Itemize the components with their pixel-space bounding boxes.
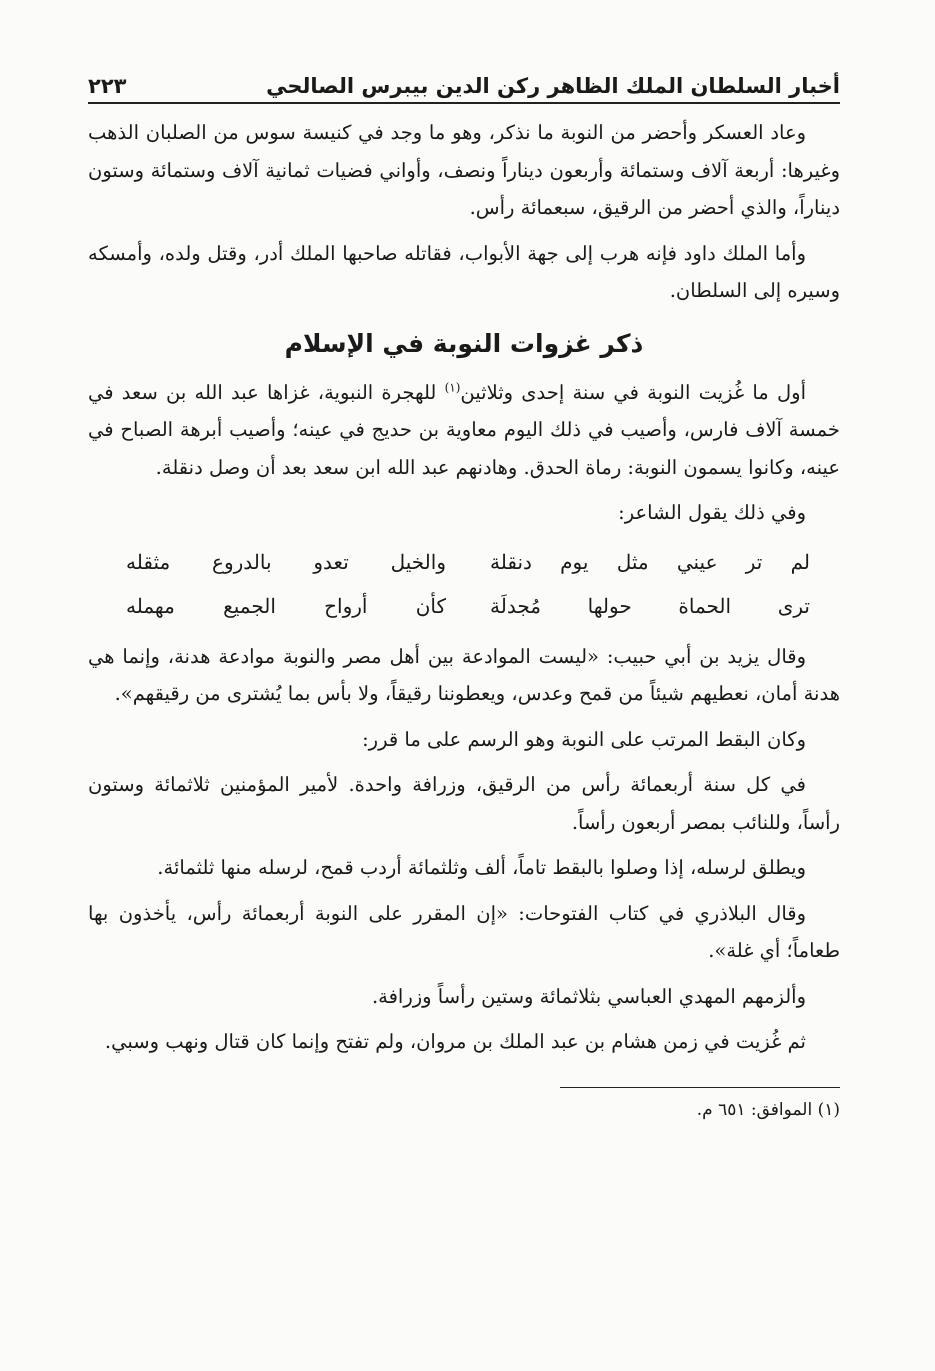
- paragraph: وألزمهم المهدي العباسي بثلاثمائة وستين رأساً وزرافة.: [371, 984, 806, 1008]
- page-body: [88, 114, 840, 1124]
- verse-line: [88, 584, 840, 628]
- footnote-marker[interactable]: (١): [444, 380, 461, 394]
- verse-line: [88, 540, 840, 584]
- intro-text-a: أول ما غُزيت النوبة في سنة إحدى وثلاثين: [460, 380, 806, 404]
- running-title: أخبار السلطان الملك الظاهر ركن الدين بيبرس الصالحي: [266, 74, 840, 98]
- verse-second-hemistich: والخيل تعدو بالدروع مثقله: [126, 549, 446, 574]
- verse-first-hemistich: لم تر عيني مثل يوم دنقلة: [490, 549, 810, 574]
- paragraph: في كل سنة أربعمائة رأس من الرقيق، وزرافة واحدة. لأمير المؤمنين ثلاثمائة وستون رأساً، وللنائب بمصر أربعون رأساً.: [88, 773, 840, 834]
- paragraph: ويطلق لرسله، إذا وصلوا بالبقط تاماً، ألف وثلثمائة أردب قمح، لرسله منها ثلثمائة.: [157, 856, 806, 879]
- poet-intro: وفي ذلك يقول الشاعر:: [618, 501, 806, 524]
- poem: [88, 540, 840, 628]
- paragraph: ثم غُزيت في زمن هشام بن عبد الملك بن مروان، ولم تفتح وإنما كان قتال ونهب وسبي.: [104, 1030, 806, 1053]
- paragraph: وعاد العسكر وأحضر من النوبة ما نذكر، وهو ما وجد في كنيسة سوس من الصلبان الذهب وغيرها: أربعة آلاف وستمائة وأربعون ديناراً ونصف، وأواني فضيات ثمانية آلاف وستمائة وستون ديناراً، والذي أحضر من الرقيق، سبعمائة رأس.: [88, 121, 840, 219]
- paragraph: وقال البلاذري في كتاب الفتوحات: «إن المقرر على النوبة أربعمائة رأس، يأخذون بها طعاماً؛ أي غلة».: [88, 901, 840, 962]
- paragraph: وكان البقط المرتب على النوبة وهو الرسم على ما قرر:: [362, 727, 806, 751]
- paragraph: وقال يزيد بن أبي حبيب: «ليست الموادعة بين أهل مصر والنوبة موادعة هدنة، وإنما هي هدنة أمان، نعطيهم شيئاً من قمح وعدس، ويعطوننا رقيقاً، ولا بأس بما يُشترى من رقيقهم».: [88, 644, 840, 705]
- page-number: ٢٢٣: [88, 74, 127, 98]
- running-header: [88, 58, 840, 104]
- intro-text-b: للهجرة النبوية، غزاها عبد الله بن سعد في خمسة آلاف فارس، وأصيب في ذلك اليوم معاوية بن حديج في عينه؛ وأصيب أبرهة الصباح في عينه، وكانوا يسمون النوبة: رماة الحدق. وهادنهم عبد الله ابن سعد بعد أن وصل دنقلة.: [88, 380, 840, 479]
- section-heading: ذكر غزوات النوبة في الإسلام: [284, 328, 644, 358]
- book-page: [88, 58, 840, 1318]
- intro-paragraph: [88, 374, 840, 487]
- verse-second-hemistich: كأن أرواح الجميع مهمله: [126, 593, 446, 618]
- verse-first-hemistich: ترى الحماة حولها مُجدلَة: [490, 593, 810, 618]
- paragraph: وأما الملك داود فإنه هرب إلى جهة الأبواب، فقاتله صاحبها الملك أدر، وقتل ولده، وأمسكه وسيره إلى السلطان.: [88, 241, 840, 302]
- footnote-separator: [560, 1087, 840, 1088]
- footnote: (١) الموافق: ٦٥١ م.: [696, 1099, 840, 1120]
